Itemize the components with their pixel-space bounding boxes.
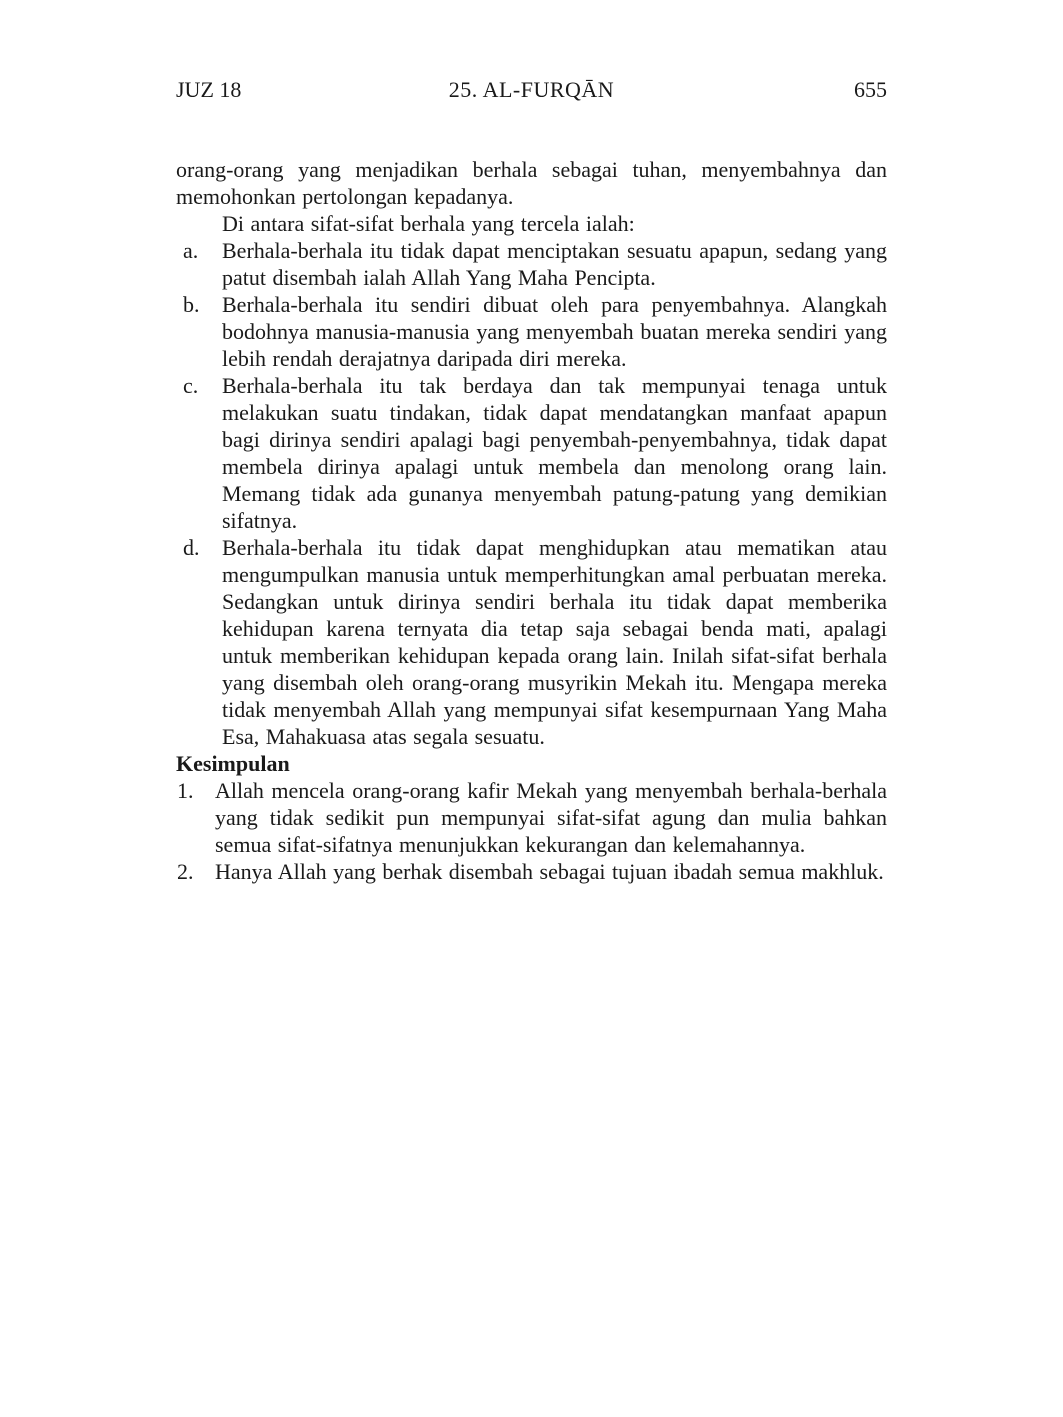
list-item-text: Berhala-berhala itu tidak dapat menciptakan sesuatu apapun, sedang yang patut disembah ialah Allah Yang Maha Pencipta.	[222, 238, 887, 290]
page-content	[176, 156, 887, 885]
list-marker: c.	[183, 373, 199, 398]
list-item-1	[176, 777, 887, 858]
paragraph-intro: Di antara sifat-sifat berhala yang tercela ialah:	[222, 211, 635, 236]
list-item-text: Allah mencela orang-orang kafir Mekah yang menyembah berhala-berhala yang tidak sedikit pun mempunyai sifat-sifat agung dan mulia bahkan semua sifat-sifatnya menunjukkan kekurangan dan kelemahannya.	[215, 778, 887, 857]
list-marker: d.	[183, 535, 200, 560]
header-surah-title: 25. AL-FURQĀN	[448, 77, 615, 102]
list-item-d	[176, 534, 887, 750]
header-page-number: 655	[854, 77, 887, 102]
conclusion-heading: Kesimpulan	[176, 751, 290, 776]
list-item-c	[176, 372, 887, 534]
list-marker: 2.	[177, 859, 194, 884]
list-item-a	[176, 237, 887, 291]
list-marker: b.	[183, 292, 200, 317]
lettered-list	[176, 237, 887, 750]
header-juz-label: JUZ 18	[176, 77, 242, 102]
list-item-text: Hanya Allah yang berhak disembah sebagai tujuan ibadah semua makhluk.	[215, 859, 884, 884]
list-item-text: Berhala-berhala itu tak berdaya dan tak mempunyai tenaga untuk melakukan suatu tindakan, tidak dapat mendatangkan manfaat apapun bagi dirinya sendiri apalagi bagi penyembah-penyembahnya, tidak dapat membela dirinya apalagi untuk membela dan menolong orang lain. Memang tidak ada gunanya menyembah patung-patung yang demikian sifatnya.	[222, 373, 887, 533]
list-item-text: Berhala-berhala itu sendiri dibuat oleh para penyembahnya. Alangkah bodohnya manusia-manusia yang menyembah buatan mereka sendiri yang lebih rendah derajatnya daripada diri mereka.	[222, 292, 887, 371]
list-item-b	[176, 291, 887, 372]
list-item-2	[176, 858, 887, 885]
list-marker: 1.	[177, 778, 194, 803]
paragraph-continuation: orang-orang yang menjadikan berhala sebagai tuhan, menyembahnya dan memohonkan pertolongan kepadanya.	[176, 157, 887, 209]
list-marker: a.	[183, 238, 199, 263]
list-item-text: Berhala-berhala itu tidak dapat menghidupkan atau mematikan atau mengumpulkan manusia untuk memperhitungkan amal perbuatan mereka. Sedangkan untuk dirinya sendiri berhala itu tidak dapat memberika kehidupan karena ternyata dia tetap saja sebagai benda mati, apalagi untuk memberikan kehidupan kepada orang lain. Inilah sifat-sifat berhala yang disembah oleh orang-orang musyrikin Mekah itu. Mengapa mereka tidak menyembah Allah yang mempunyai sifat kesempurnaan Yang Maha Esa, Mahakuasa atas segala sesuatu.	[222, 535, 887, 749]
numbered-list	[176, 777, 887, 885]
page-header	[176, 76, 887, 104]
